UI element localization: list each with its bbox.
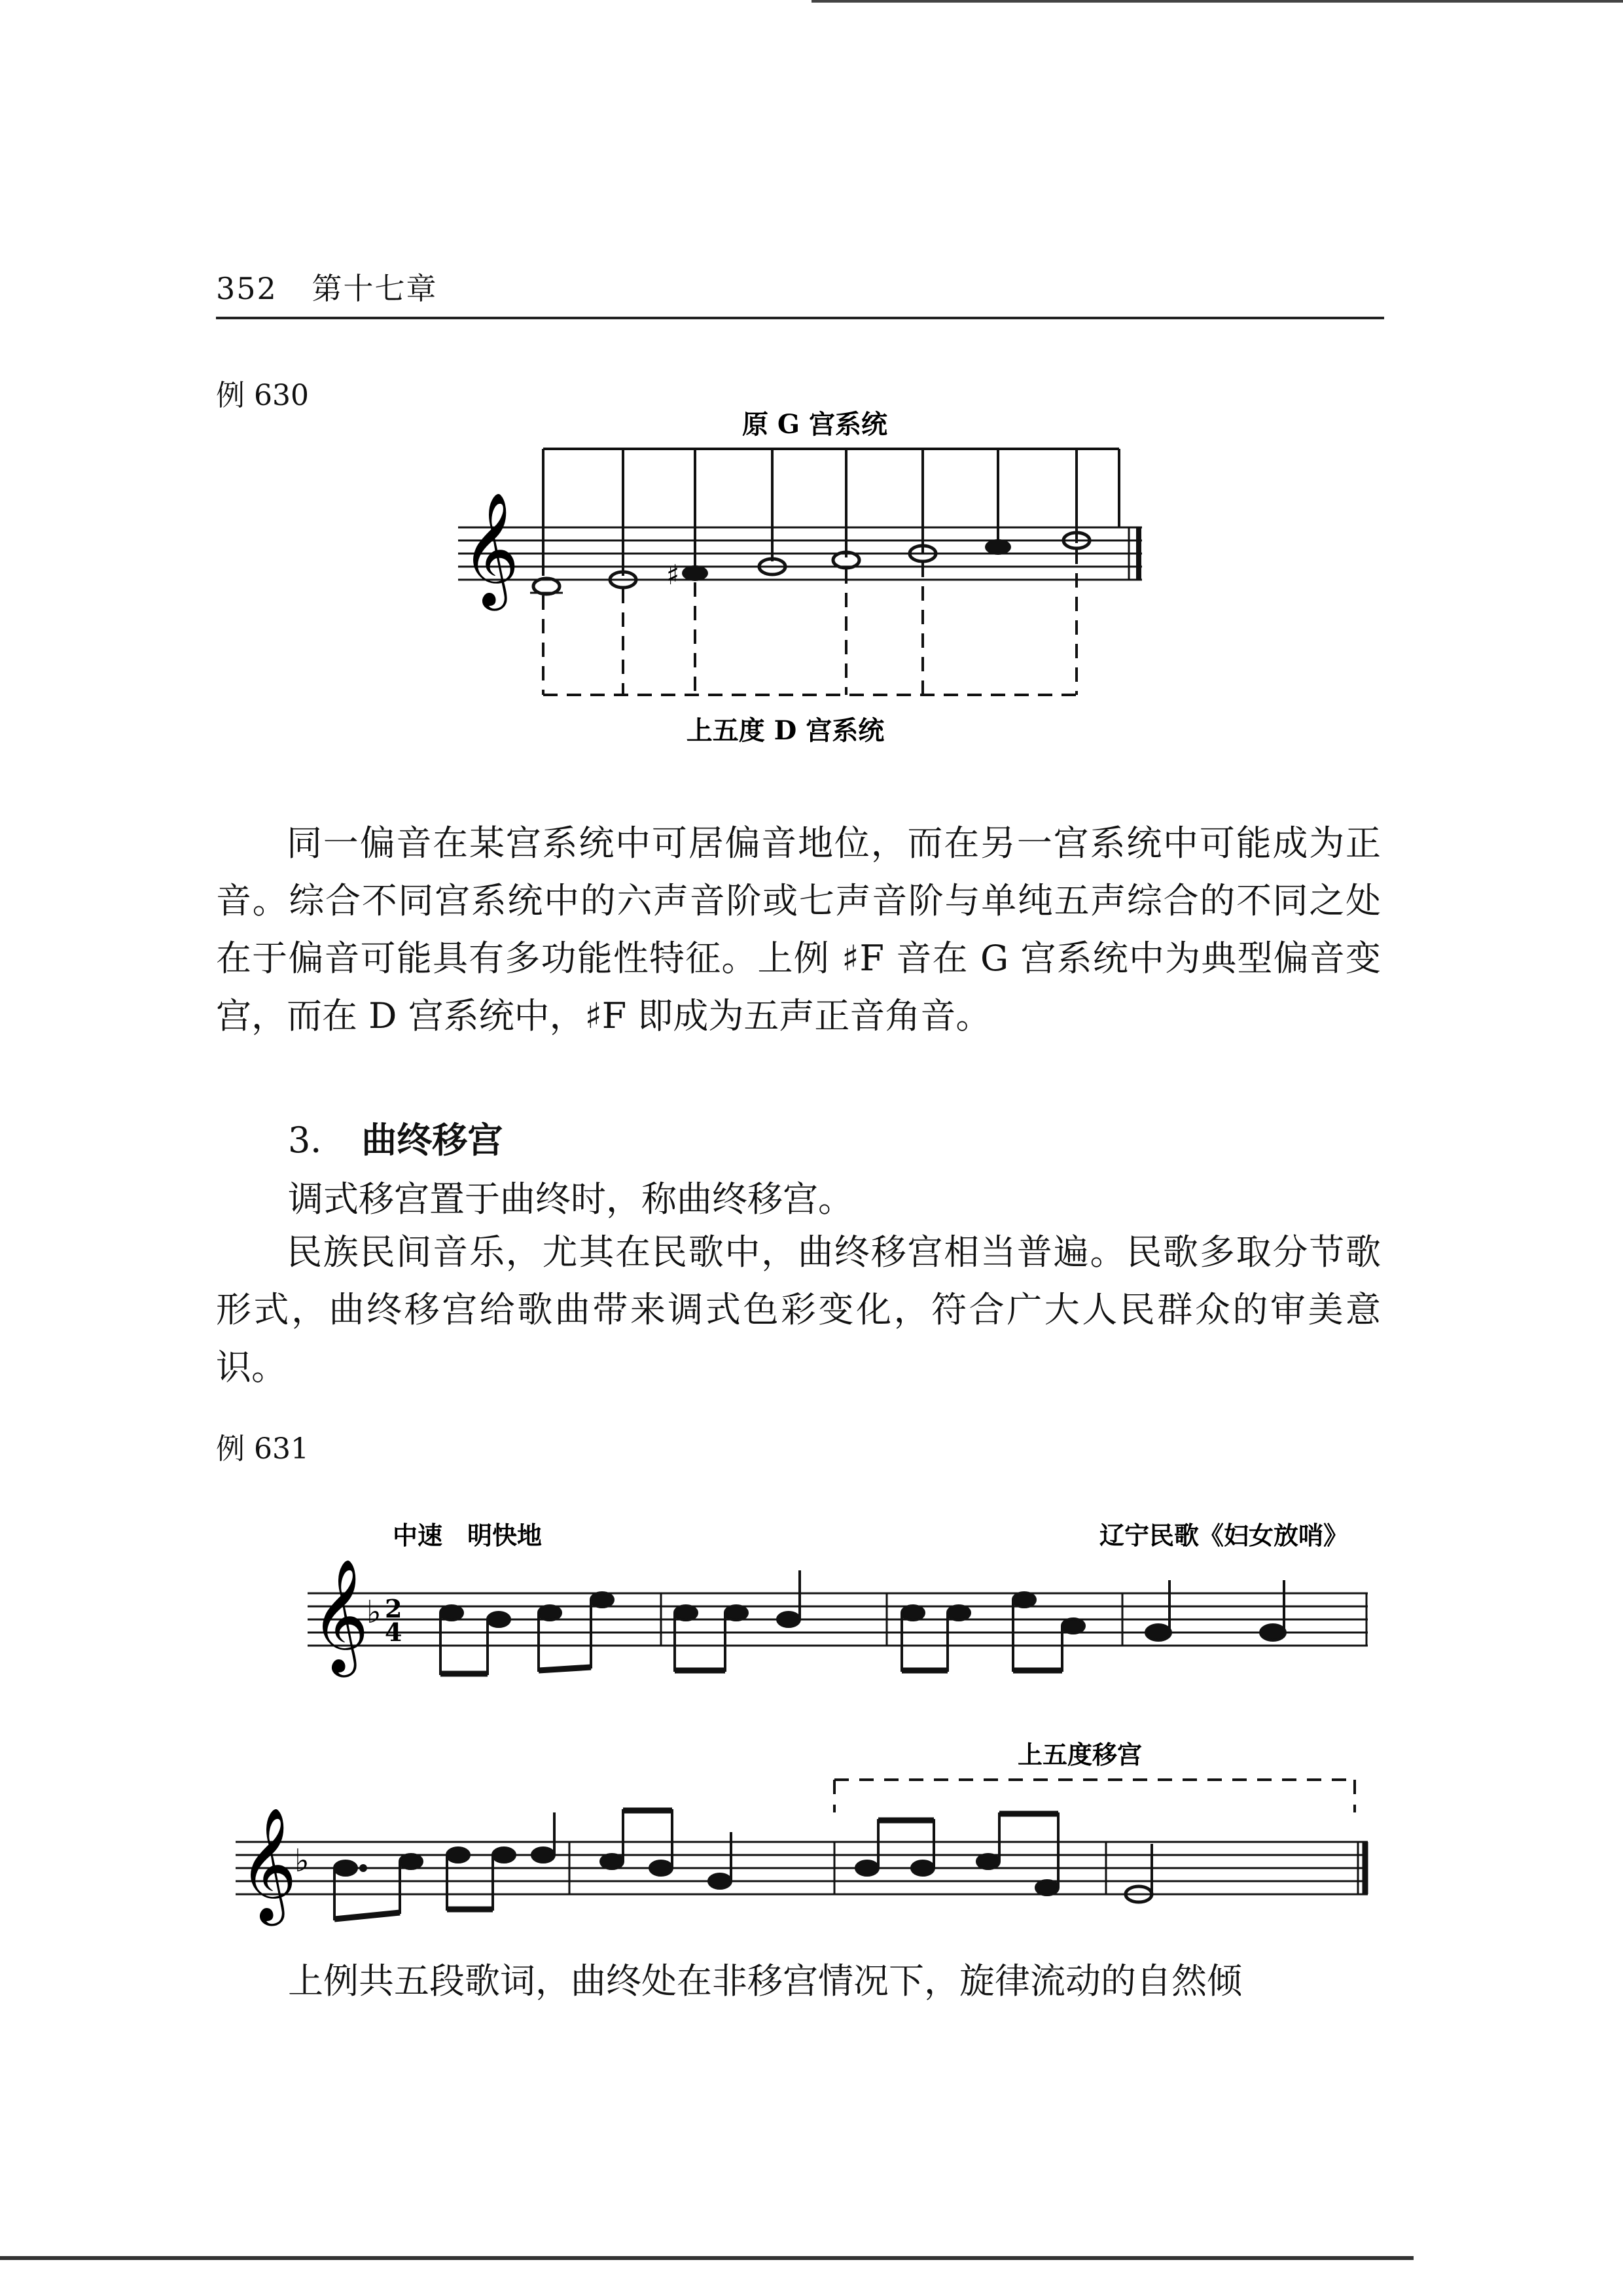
notes-631-2 [334,1809,1058,1920]
bottom-edge-rule [0,2256,1414,2260]
note-d [533,578,560,594]
time-signature-top: 2 [385,1594,402,1623]
tempo-marking: 中速 明快地 [393,1521,543,1550]
final-line-text: 上例共五段歌词，曲终处在非移宫情况下，旋律流动的自然倾 [288,1960,1242,2002]
example-630-bottom-label: 上五度 D 宫系统 [686,715,885,746]
definition-text: 调式移宫置于曲终时，称曲终移宫。 [288,1178,853,1220]
staff-630 [458,527,1142,580]
sharp-icon: ♯ [666,559,680,591]
paragraph-2 [216,1224,1381,1396]
paragraph-1-text: 同一偏音在某宫系统中可居偏音地位，而在另一宫系统中可能成为正音。综合不同宫系统中的六声音阶或七声音阶与单纯五声综合的不同之处在于偏音可能具有多功能性特征。上例 ♯F 音在 G 宫系统中为典型偏音变宫，而在 D 宫系统中，♯F 即成为五声正音角音。 [216,822,1381,1036]
paragraph-2-text: 民族民间音乐，尤其在民歌中，曲终移宫相当普遍。民歌多取分节歌形式，曲终移宫给歌曲带来调式色彩变化，符合广大人民群众的审美意识。 [216,1231,1381,1388]
song-source: 辽宁民歌《妇女放哨》 [1099,1521,1348,1550]
flat-icon: ♭ [294,1843,310,1879]
example-631-label: 例 631 [216,1432,309,1466]
treble-clef-icon: 𝄞 [239,1807,297,1921]
chapter-title: 第十七章 [312,271,438,306]
note-c [985,539,1011,555]
page-number: 352 [216,271,277,306]
section-heading [288,1112,503,1163]
modulation-bracket [834,1780,1355,1812]
flat-icon: ♭ [366,1594,382,1631]
notes-631-1 [440,1570,1285,1675]
section-number: 3． [288,1120,346,1161]
section-title: 曲终移宫 [361,1119,503,1161]
top-bracket [543,449,1119,576]
treble-clef-icon: 𝄞 [311,1559,369,1672]
paragraph-1 [216,815,1381,1045]
example-630-figure [0,0,1623,785]
staff-631-1 [308,1593,1368,1646]
time-signature-bottom: 4 [385,1617,402,1647]
note-f-sharp [682,565,708,581]
example-630-label: 例 630 [216,379,309,412]
example-631-figure [0,1472,1623,2035]
treble-clef-icon: 𝄞 [461,492,520,606]
modulation-label: 上五度移宫 [1017,1740,1143,1769]
example-630-top-label: 原 G 宫系统 [741,409,888,440]
